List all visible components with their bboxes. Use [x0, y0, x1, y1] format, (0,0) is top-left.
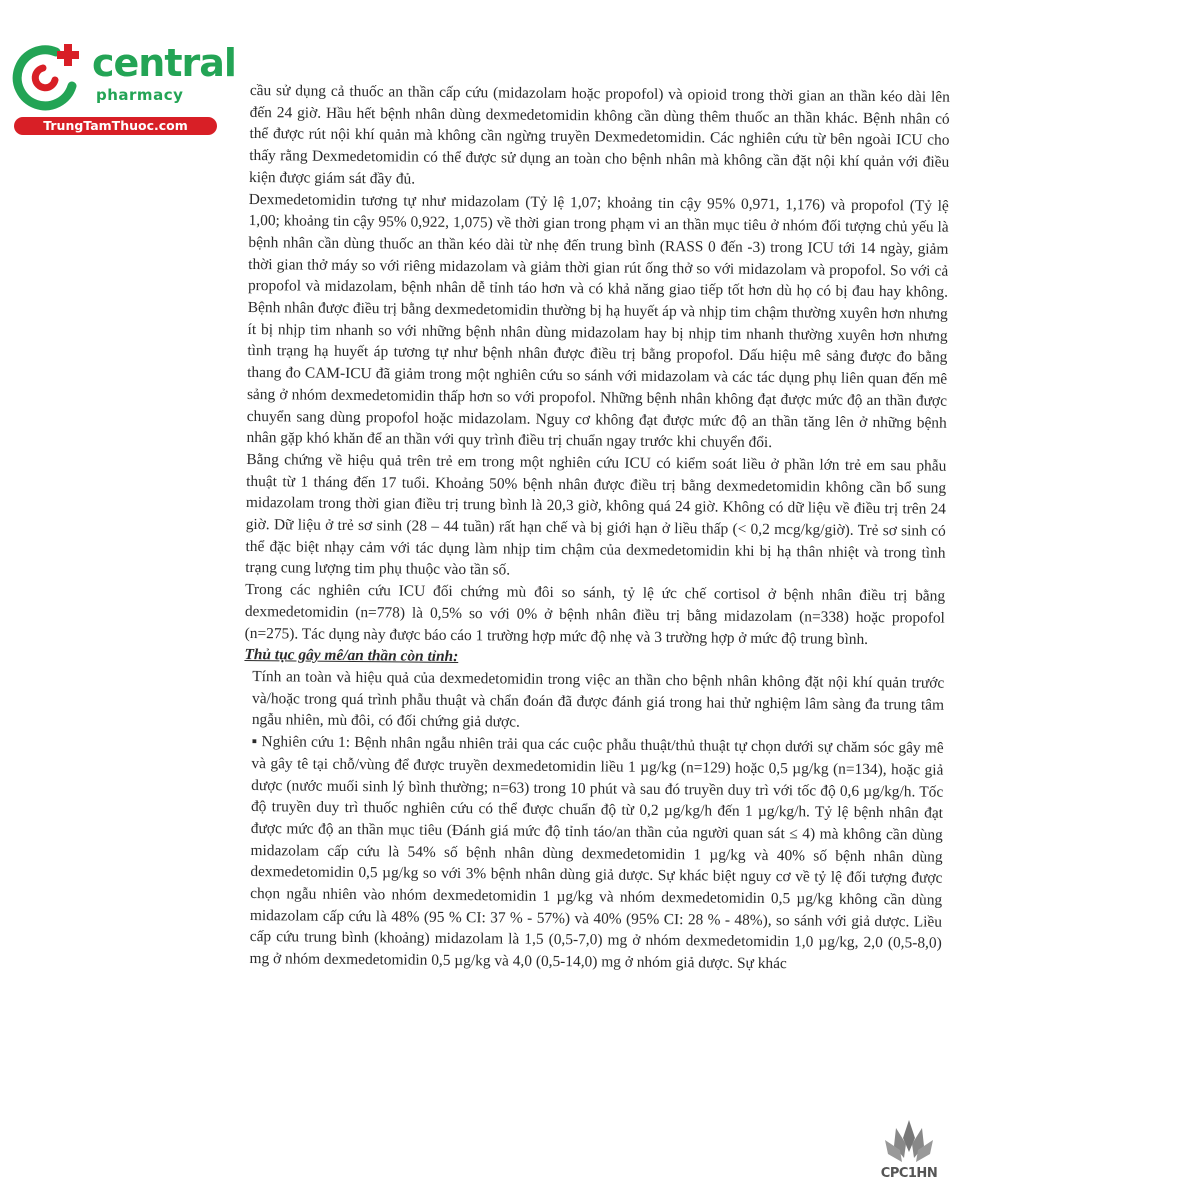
brand-subtitle: pharmacy	[96, 86, 184, 104]
seal-text: CPC1HN	[880, 1166, 938, 1181]
central-pharmacy-logo	[8, 36, 236, 136]
pharmacy-cross-icon	[12, 38, 86, 112]
document-page	[241, 80, 950, 977]
brand-url: TrungTamThuoc.com	[14, 117, 217, 135]
section-heading: Thủ tục gây mê/an thần còn tỉnh:	[244, 646, 459, 666]
paragraph-3: Bằng chứng về hiệu quả trên trẻ em trong một nghiên cứu ICU có kiểm soát liều ở phần lớn trẻ em sau phẫu thuật từ 1 tháng đến 17 tuổi. Khoảng 50% bệnh nhân được điều trị bằng dexmedetomidin không cần bổ sung midazolam trong thời gian điều trị trung bình là 20,3 giờ, không quá 24 giờ. Không có dữ liệu về điều trị trên 24 giờ. Dữ liệu ở trẻ sơ sinh (28 – 44 tuần) rất hạn chế và bị giới hạn ở liều thấp (< 0,2 mcg/kg/giờ). Trẻ sơ sinh có thể đặc biệt nhạy cảm với tác dụng làm nhịp tim chậm của dexmedetomidin khi bị hạ thân nhiệt và trong tình trạng cung lượng tim phụ thuộc vào tần số.	[245, 450, 947, 579]
paragraph-2: Dexmedetomidin tương tự như midazolam (Tỷ lệ 1,07; khoảng tin cậy 95% 0,971, 1,176) và propofol (Tỷ lệ 1,00; khoảng tin cậy 95% 0,922, 1,075) về thời gian trong phạm vi an thần mục tiêu ở nhóm đối tượng chủ yếu là bệnh nhân cần dùng thuốc an thần kéo dài từ nhẹ đến trung bình (RASS 0 đến -3) trong ICU tới 14 ngày, giảm thời gian thở máy so với riêng midazolam và giảm thời gian rút ống thở so với midazolam và propofol. So với cả propofol và midazolam, bệnh nhân dễ tỉnh táo hơn và có khả năng giao tiếp tốt hơn dù họ có bị đau hay không. Bệnh nhân được điều trị bằng dexmedetomidin thường bị hạ huyết áp và nhịp tim chậm thường xuyên hơn nhưng ít bị nhịp tim nhanh so với những bệnh nhân dùng midazolam hay bị nhịp tim nhanh thường xuyên hơn nhưng tình trạng hạ huyết áp tương tự như bệnh nhân được điều trị bằng propofol. Dấu hiệu mê sảng được đo bằng thang đo CAM-ICU đã giảm trong một nghiên cứu so sánh với midazolam và các tác dụng phụ liên quan đến mê sảng ở nhóm dexmedetomidin thấp hơn so với propofol. Những bệnh nhân không đạt được mức độ an thần được chuyển sang dùng propofol hoặc midazolam. Nguy cơ không đạt được mức độ an thần tăng lên ở những bệnh nhân gặp khó khăn để an thần với quy trình điều trị chuẩn ngay trước khi chuyển đổi.	[246, 190, 949, 452]
paragraph-4: Trong các nghiên cứu ICU đối chứng mù đôi so sánh, tỷ lệ ức chế cortisol ở bệnh nhân điều trị bằng dexmedetomidin (n=778) là 0,5% so với 0% ở bệnh nhân điều trị bằng midazolam (n=338) hoặc propofol (n=275). Tác dụng này được báo cáo 1 trường hợp mức độ nhẹ và 3 trường hợp ở mức độ trung bình.	[244, 581, 946, 648]
study-1-paragraph: ▪ Nghiên cứu 1: Bệnh nhân ngẫu nhiên trải qua các cuộc phẫu thuật/thủ thuật tự chọn dưới sự chăm sóc gây mê và gây tê tại chỗ/vùng để được truyền dexmedetomidin liều 1 µg/kg (n=129) hoặc 0,5 µg/kg (n=134), hoặc giả dược (nước muối sinh lý bình thường; n=63) trong 10 phút và sau đó truyền duy trì với tốc độ 0,6 µg/kg/h. Tốc độ truyền duy trì thuốc nghiên cứu có thể được chuẩn độ từ 0,2 µg/kg/h đến 1 µg/kg/h. Tỷ lệ bệnh nhân đạt được mức độ an thần mục tiêu (Đánh giá mức độ tỉnh táo/an thần của người quan sát ≤ 4) mà không cần dùng midazolam cấp cứu là 54% số bệnh nhân dùng dexmedetomidin 1 µg/kg và 40% số bệnh nhân dùng dexmedetomidin 0,5 µg/kg so với 3% bệnh nhân dùng giả dược. Sự khác biệt nguy cơ về tỷ lệ đối tượng được chọn ngẫu nhiên vào nhóm dexmedetomidin 1 µg/kg và nhóm dexmedetomidin 0,5 µg/kg không cần dùng midazolam cấp cứu là 48% (95 % CI: 37 % - 57%) và 40% (95% CI: 28 % - 48%), so sánh với giả dược. Liều cấp cứu trung bình (khoảng) midazolam là 1,5 (0,5-7,0) mg ở nhóm dexmedetomidin 1,0 µg/kg, 2,0 (0,5-8,0) mg ở nhóm dexmedetomidin 0,5 µg/kg và 4,0 (0,5-14,0) mg ở nhóm giả dược. Sự khác	[249, 733, 944, 973]
lotus-icon	[882, 1118, 936, 1164]
brand-name: central	[92, 41, 236, 85]
paragraph-1: cầu sử dụng cả thuốc an thần cấp cứu (midazolam hoặc propofol) và opioid trong thời gian an thần kéo dài lên đến 24 giờ. Hầu hết bệnh nhân dùng dexmedetomidin không cần dùng thêm thuốc an thần khác. Bệnh nhân có thể được rút nội khí quản mà không cần ngừng truyền Dexmedetomidin. Các nghiên cứu từ bên ngoài ICU cho thấy rằng Dexmedetomidin có thể được sử dụng an toàn cho bệnh nhân mà không cần đặt nội khí quản với điều kiện được giám sát đầy đủ.	[248, 81, 950, 188]
company-seal	[872, 1118, 946, 1188]
paragraph-5: Tính an toàn và hiệu quả của dexmedetomidin trong việc an thần cho bệnh nhân không đặt nội khí quản trước và/hoặc trong quá trình phẫu thuật và chẩn đoán đã được đánh giá trong hai thử nghiệm lâm sàng đa trung tâm ngẫu nhiên, mù đôi, có đối chứng giả dược.	[251, 668, 945, 732]
